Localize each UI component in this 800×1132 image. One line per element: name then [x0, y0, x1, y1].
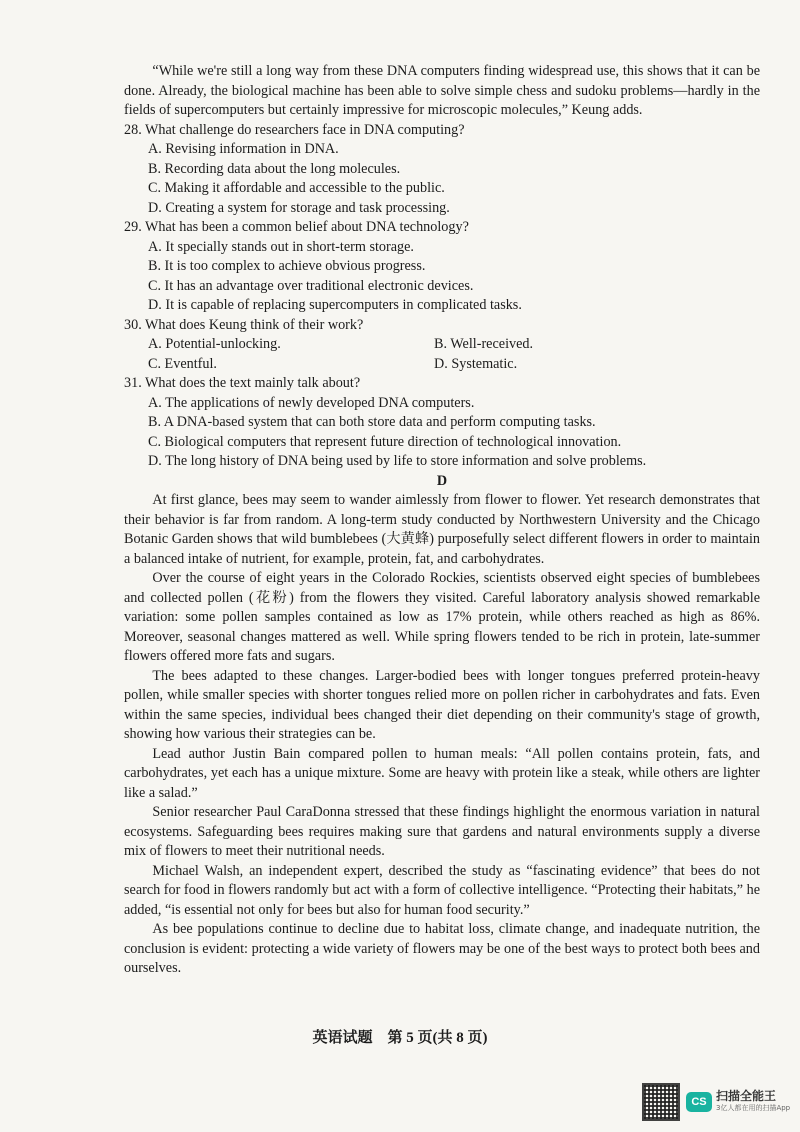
- question-29: [124, 218, 760, 316]
- page-content: [124, 62, 760, 979]
- option-row: [124, 335, 760, 355]
- option-c: C. It has an advantage over traditional electronic devices.: [148, 277, 474, 294]
- scanner-subtitle: 3亿人都在用的扫描App: [716, 1104, 791, 1112]
- passage-paragraph: Over the course of eight years in the Colorado Rockies, scientists observed eight species of bumblebees and collected pollen (花粉) from the flowers they visited. Careful laboratory analysis showed remarkable variation: some pollen samples contained as low as 17% protein, while others reached as high as 86%. Moreover, seasonal changes mattered as well. While spring flowers tended to be rich in protein, late-summer flowers offered more fats and sugars.: [124, 570, 760, 664]
- passage-paragraph: As bee populations continue to decline due to habitat loss, climate change, and inadequate nutrition, the conclusion is evident: protecting a wide variety of flowers may be one of the best ways to protect both bees and ourselves.: [124, 921, 760, 976]
- qr-code-icon: [642, 1083, 680, 1121]
- question-28: [124, 121, 760, 219]
- passage-paragraph: At first glance, bees may seem to wander aimlessly from flower to flower. Yet research demonstrates that their behavior is far from random. A long-term study conducted by Northwestern University and the Chicago Botanic Garden shows that wild bumblebees (大黄蜂) purposefully select different flowers in order to maintain a balanced intake of nutrient, for example, protein, fat, and carbohydrates.: [124, 492, 760, 567]
- option-c: C. Eventful.: [148, 355, 217, 372]
- question-stem: 31. What does the text mainly talk about?: [124, 375, 361, 391]
- option-b: B. Recording data about the long molecules.: [148, 160, 401, 177]
- option-d: D. It is capable of replacing supercomputers in complicated tasks.: [148, 297, 522, 313]
- option-d: D. Systematic.: [434, 355, 518, 372]
- intro-quote-paragraph: “While we're still a long way from these DNA computers finding widespread use, this shows that it can be done. Already, the biological machine has been able to solve simple chess and sudoku problems—hardly in the fields of supercomputers but certainly impressive for microscopic molecules,” Keung adds.: [124, 63, 760, 118]
- question-stem: 29. What has been a common belief about DNA technology?: [124, 219, 469, 235]
- option-d: D. Creating a system for storage and task processing.: [148, 199, 450, 216]
- passage-paragraph: Lead author Justin Bain compared pollen to human meals: “All pollen contains protein, fats, and carbohydrates, yet each has a unique mixture. Some are heavy with protein like a steak, while others are lighter like a salad.”: [124, 745, 760, 801]
- passage-paragraph: The bees adapted to these changes. Larger-bodied bees with longer tongues preferred protein-heavy pollen, while smaller species with shorter tongues relied more on pollen richer in carbohydrates and fats. Even within the same species, individual bees changed their diet depending on their community's stage of growth, showing how various their strategies can be.: [124, 667, 760, 742]
- option-b: B. Well-received.: [434, 336, 534, 352]
- option-a: A. It specially stands out in short-term storage.: [148, 238, 414, 255]
- option-a: A. The applications of newly developed DNA computers.: [148, 394, 475, 411]
- question-31: [124, 374, 760, 472]
- question-stem: 28. What challenge do researchers face in DNA computing?: [124, 121, 465, 138]
- scanner-text: [716, 1090, 790, 1114]
- option-b: B. A DNA-based system that can both store data and perform computing tasks.: [148, 414, 596, 430]
- passage-paragraph: Michael Walsh, an independent expert, described the study as “fascinating evidence” that bees do not search for food in flowers randomly but act with a form of collective intelligence. “Protecting their habitats,” he added, “is essential not only for bees but also for human food security.”: [124, 862, 760, 918]
- option-a: A. Revising information in DNA.: [148, 141, 339, 157]
- scanner-title: 扫描全能王: [716, 1089, 777, 1103]
- section-heading: D: [436, 472, 448, 489]
- scanner-watermark: [642, 1082, 792, 1122]
- question-30: [124, 316, 760, 375]
- camscanner-logo-icon: CS: [686, 1092, 712, 1112]
- option-row: [124, 355, 760, 375]
- option-c: C. Biological computers that represent future direction of technological innovation.: [148, 433, 622, 450]
- option-d: D. The long history of DNA being used by life to store information and solve problems.: [148, 453, 647, 469]
- question-stem: 30. What does Keung think of their work?: [124, 316, 364, 333]
- passage-paragraph: Senior researcher Paul CaraDonna stressed that these findings highlight the enormous variation in natural ecosystems. Safeguarding bees requires making sure that gardens and natural environments supply a diverse mix of flowers to meet their nutritional needs.: [124, 804, 760, 859]
- option-c: C. Making it affordable and accessible to the public.: [148, 180, 445, 196]
- option-a: A. Potential-unlocking.: [148, 336, 281, 352]
- page-footer: 英语试题 第 5 页(共 8 页): [312, 1030, 488, 1046]
- passage-d: [124, 491, 760, 979]
- option-b: B. It is too complex to achieve obvious progress.: [148, 258, 426, 274]
